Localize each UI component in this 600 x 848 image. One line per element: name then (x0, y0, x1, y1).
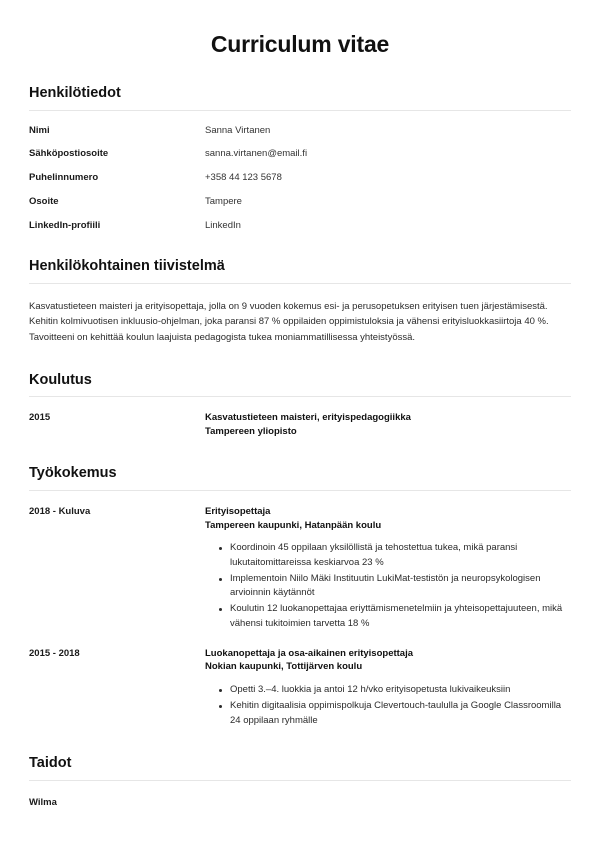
field-value-phone: +358 44 123 5678 (205, 172, 282, 184)
section-heading-skills: Taidot (29, 755, 72, 772)
section-divider (29, 396, 571, 397)
work-entry-role: Luokanopettaja ja osa-aikainen erityisopettaja (205, 647, 414, 659)
field-label-address: Osoite (29, 196, 59, 208)
work-entry-employer: Nokian kaupunki, Tottijärven koulu (205, 661, 363, 673)
field-label-name: Nimi (29, 124, 50, 136)
field-label-phone: Puhelinnumero (29, 172, 99, 184)
work-entry-employer: Tampereen kaupunki, Hatanpään koulu (205, 519, 382, 531)
section-personal-details (29, 84, 571, 233)
section-personal-summary (29, 257, 571, 346)
section-divider (29, 110, 571, 111)
work-entry-date: 2015 - 2018 (29, 647, 80, 659)
work-entry-bullets (205, 683, 571, 728)
work-entry-body (205, 505, 571, 633)
section-work-experience (29, 464, 571, 729)
field-value-address: Tampere (205, 196, 242, 208)
table-row (29, 220, 571, 233)
section-divider (29, 780, 571, 781)
section-heading-education: Koulutus (29, 371, 92, 388)
personal-details-list (29, 125, 571, 233)
field-value-linkedin[interactable]: LinkedIn (205, 219, 241, 231)
education-entry-date: 2015 (29, 412, 51, 424)
education-entry-body (205, 411, 571, 439)
section-heading-personal-details: Henkilötiedot (29, 84, 121, 101)
education-entry (29, 411, 571, 439)
section-heading-work-experience: Työkokemus (29, 464, 117, 481)
page-title: Curriculum vitae (210, 31, 390, 57)
field-value-name: Sanna Virtanen (205, 124, 271, 136)
section-divider (29, 490, 571, 491)
list-item: Kehitin digitaalisia oppimispolkuja Clevertouch-taululla ja Google Classroomilla 24 oppilaan ryhmälle (219, 699, 571, 728)
work-entry-body (205, 647, 571, 730)
section-divider (29, 283, 571, 284)
summary-paragraph: Kasvatustieteen maisteri ja erityisopettaja, jolla on 9 vuoden kokemus esi- ja perusopetuksen erityisen tuen järjestämisestä. Kehitin kolmivuotisen inkluusio-ohjelman, joka paransi 87 % oppilaiden oppimistuloksia ja vähensi erityisluokkasiirtoja 40 %. Tavoitteeni on kehittää koulun laajuista pedagogista tukea moniammatillisessa yhteistyössä. (29, 300, 549, 343)
work-entry (29, 505, 571, 633)
list-item: Implementoin Niilo Mäki Instituutin LukiMat-testistön ja neuropsykologisen arvioinnin käytännöt (219, 572, 571, 601)
section-heading-summary: Henkilökohtainen tiivistelmä (29, 257, 225, 274)
list-item: Koulutin 12 luokanopettajaa eriyttämismenetelmiin ja yhteisopettajuuteen, mikä vähensi tukitoimien tarvetta 18 % (219, 602, 571, 631)
table-row (29, 125, 571, 138)
section-skills (29, 754, 571, 810)
table-row (29, 196, 571, 209)
list-item: Koordinoin 45 oppilaan yksilöllistä ja tehostettua tukea, mikä paransi lukutaitomittareissa keskiarvoa 23 % (219, 541, 571, 570)
field-label-linkedin: LinkedIn-profiili (29, 219, 101, 231)
work-entry-role: Erityisopettaja (205, 505, 271, 517)
skill-item: Wilma (29, 797, 57, 809)
list-item: Opetti 3.–4. luokkia ja antoi 12 h/vko erityisopetusta lukivaikeuksiin (219, 683, 571, 698)
education-entry-institution: Tampereen yliopisto (205, 426, 297, 438)
section-education (29, 371, 571, 439)
table-row (29, 148, 571, 161)
field-label-email: Sähköpostiosoite (29, 148, 109, 160)
table-row (29, 172, 571, 185)
work-entry (29, 647, 571, 730)
field-value-email[interactable]: sanna.virtanen@email.fi (205, 148, 308, 160)
work-entry-date: 2018 - Kuluva (29, 505, 91, 517)
skills-list (29, 796, 571, 810)
education-entry-degree: Kasvatustieteen maisteri, erityispedagogiikka (205, 412, 411, 424)
work-entry-bullets (205, 541, 571, 631)
